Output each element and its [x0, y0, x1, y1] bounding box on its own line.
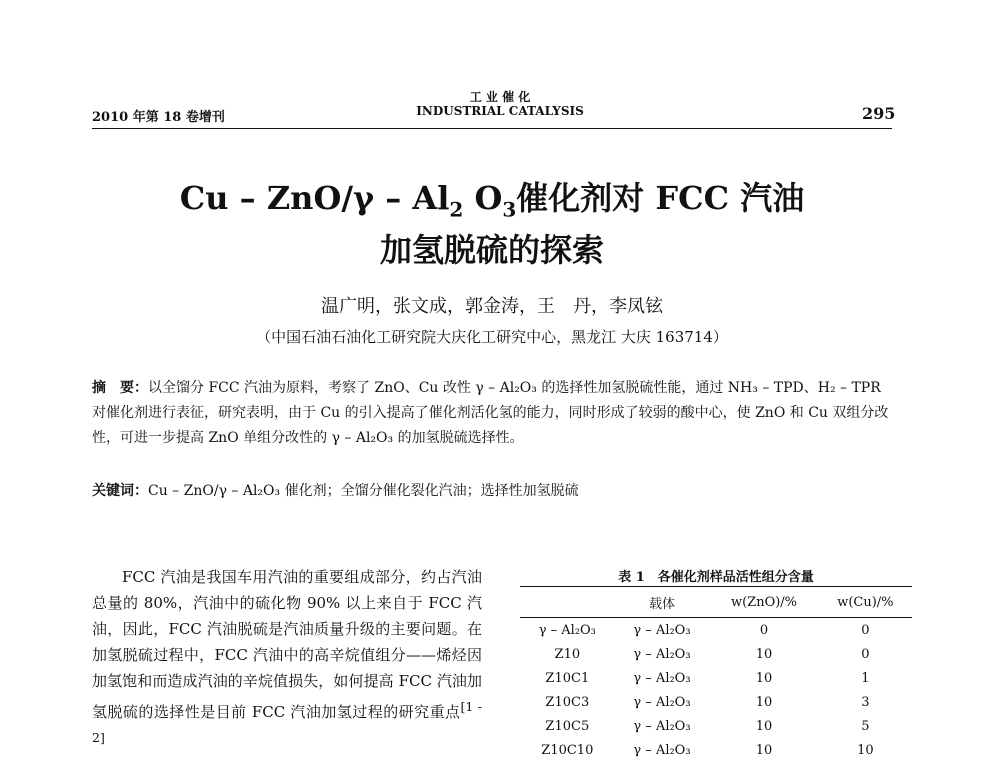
table-cell: 10	[755, 646, 773, 662]
table-cell: 3	[861, 694, 870, 710]
table-cell: Z10C3	[545, 694, 590, 710]
table-row	[520, 642, 912, 666]
table-cell: γ – Al₂O₃	[633, 742, 691, 758]
keywords-text: Cu – ZnO/γ – Al₂O₃ 催化剂；全馏分催化裂化汽油；选择性加氢脱硫	[148, 483, 579, 499]
table-cell: γ – Al₂O₃	[633, 718, 691, 734]
paper-title-line2: 加氢脱硫的探索	[379, 231, 604, 269]
keywords-label: 关键词：	[92, 483, 148, 499]
table-cell: 0	[759, 622, 769, 638]
abstract-text: 以全馏分 FCC 汽油为原料，考察了 ZnO、Cu 改性 γ – Al₂O₃ 的选择性加氢脱硫性能，通过 NH₃ – TPD、H₂ – TPR 对催化剂进行表征，研究表明，由于 Cu 的引入提高了催化剂活化氢的能力，同时形成了较弱的酸中心，使 ZnO 和 Cu 双组分改性，可进一步提高 ZnO 单组分改性的 γ – Al₂O₃ 的加氢脱硫选择性。	[92, 380, 889, 446]
title-part1: Cu – ZnO/γ – Al	[179, 179, 450, 217]
title-part3: 催化剂对 FCC 汽油	[516, 179, 805, 217]
journal-name-cn: 工 业 催 化	[469, 90, 531, 104]
table-cell: 1	[861, 670, 870, 686]
table-row	[520, 666, 912, 690]
table-cell: 10	[755, 718, 773, 734]
title-sub2: 3	[502, 197, 517, 222]
page-number: 295	[862, 104, 896, 123]
table-cell: γ – Al₂O₃	[538, 622, 596, 638]
table-header-cell	[520, 587, 615, 618]
author-list: 温广明，张文成，郭金涛，王 丹，李凤铉	[321, 296, 663, 317]
title-sub1: 2	[449, 197, 464, 222]
table-cell: γ – Al₂O₃	[633, 646, 691, 662]
table-cell: Z10C10	[541, 742, 594, 758]
keywords	[92, 480, 892, 500]
table-cell: 5	[861, 718, 870, 734]
journal-name-en: INDUSTRIAL CATALYSIS	[416, 104, 584, 118]
journal-name	[380, 90, 620, 118]
table-row	[520, 738, 912, 762]
table-cell: Z10C5	[545, 718, 590, 734]
table-cell: Z10C1	[545, 670, 590, 686]
table-header-cell: w(ZnO)/%	[730, 594, 798, 610]
affiliation: （中国石油石油化工研究院大庆化工研究中心，黑龙江 大庆 163714）	[256, 328, 728, 346]
table-cell: γ – Al₂O₃	[633, 694, 691, 710]
title-part2: O	[463, 179, 503, 217]
header-rule	[92, 128, 892, 129]
table-cell: 10	[857, 742, 874, 758]
table-cell: γ – Al₂O₃	[633, 622, 691, 638]
table-row	[520, 690, 912, 714]
table-cell: 10	[755, 694, 773, 710]
table-cell: Z10	[554, 646, 581, 662]
table-cell: γ – Al₂O₃	[633, 670, 691, 686]
table-row	[520, 714, 912, 738]
citation: [1 - 2]	[92, 699, 483, 745]
table-header-cell: w(Cu)/%	[837, 594, 894, 610]
abstract-label: 摘 要：	[92, 380, 148, 396]
table-header-cell: 载体	[648, 596, 675, 612]
catalyst-composition-table	[520, 586, 912, 762]
abstract	[92, 376, 892, 451]
paper-title-line1	[92, 178, 892, 229]
table-cell: 0	[861, 622, 870, 638]
table-cell: 0	[861, 646, 870, 662]
table-header-row	[520, 587, 912, 618]
table-cell: 10	[755, 742, 773, 758]
journal-issue: 2010 年第 18 卷增刊	[92, 110, 225, 125]
table-cell: 10	[755, 670, 773, 686]
body-text: FCC 汽油是我国车用汽油的重要组成部分，约占汽油总量的 80%，汽油中的硫化物 90% 以上来自于 FCC 汽油，因此，FCC 汽油脱硫是汽油质量升级的主要问题。在加氢脱硫过程中，FCC 汽油中的高辛烷值组分——烯烃因加氢饱和而造成汽油的辛烷值损失，如何提高 FCC 汽油加氢脱硫的选择性是目前 FCC 汽油加氢过程的研究重点	[92, 568, 482, 721]
body-paragraph	[92, 564, 482, 756]
table-caption: 表 1 各催化剂样品活性组分含量	[618, 570, 814, 585]
table-row	[520, 618, 912, 643]
